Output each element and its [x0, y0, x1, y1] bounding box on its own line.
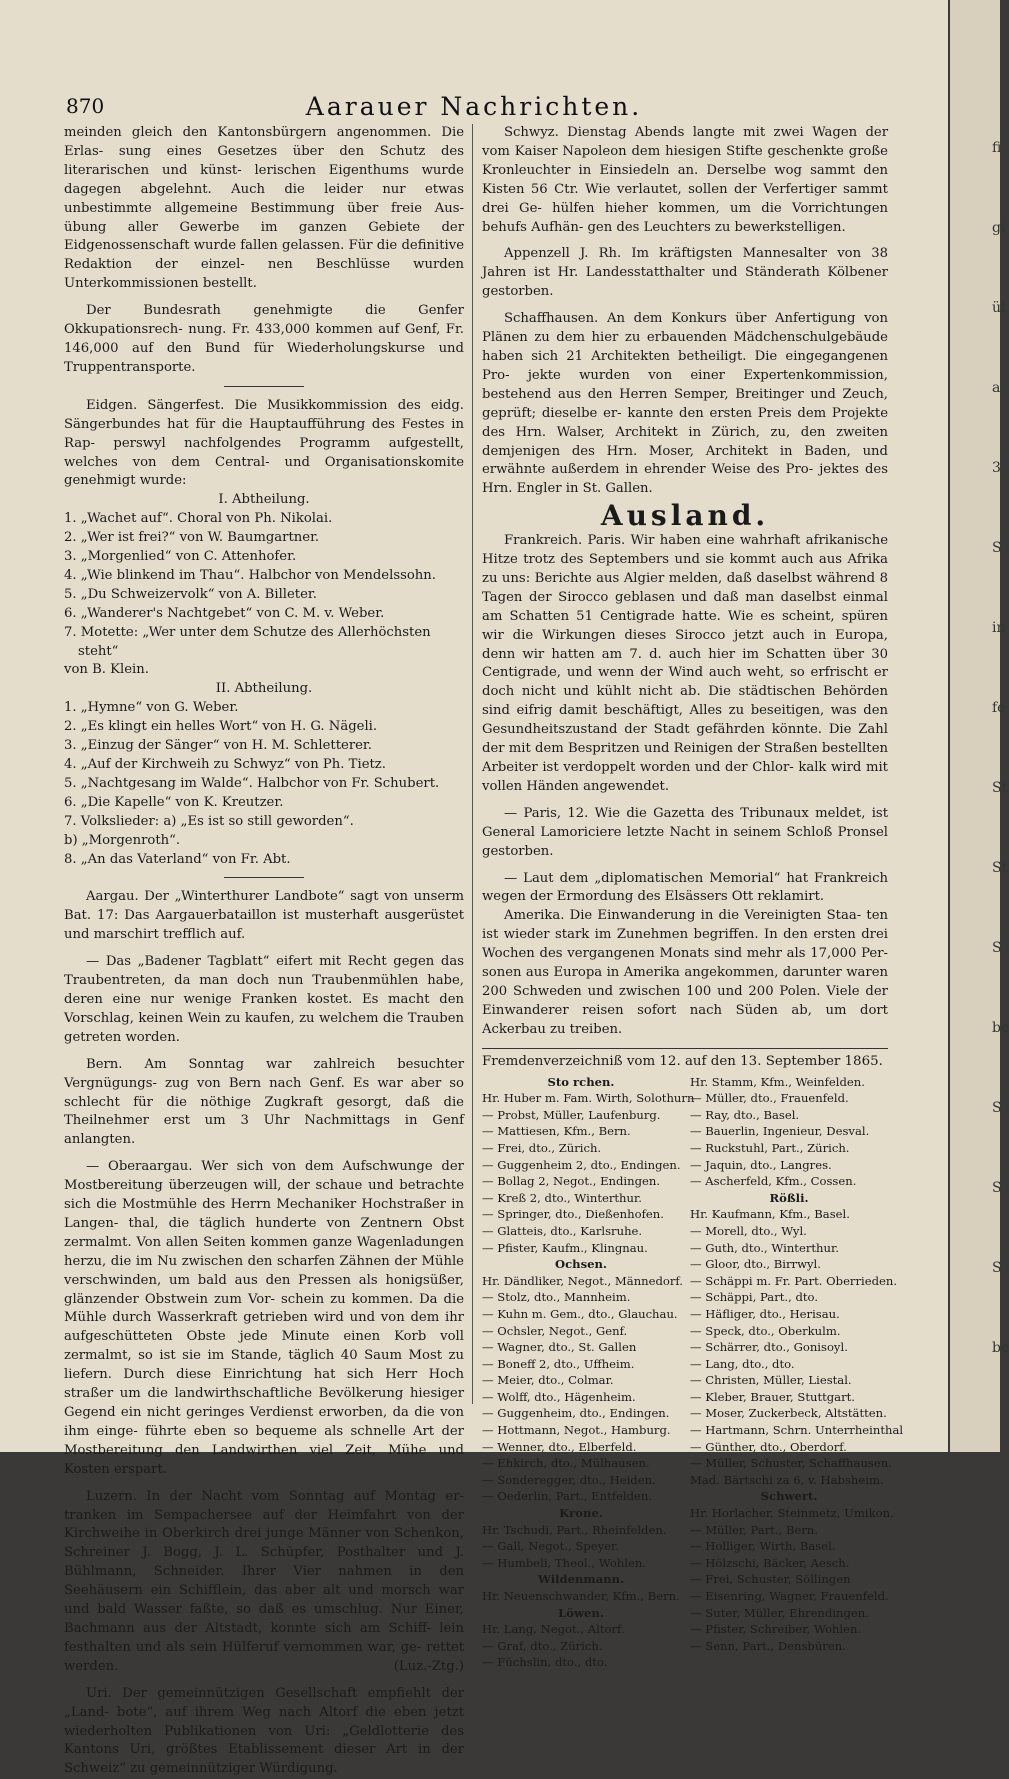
guest-entry: Hr. Huber m. Fam. Wirth, Solothurn — [482, 1091, 695, 1106]
hotel-heading: Löwen. — [558, 1605, 604, 1620]
guest-entry: — Guggenheim, dto., Endingen. — [482, 1406, 670, 1421]
spacer — [64, 945, 464, 953]
guest-entry: — Guggenheim 2, dto., Endingen. — [482, 1157, 681, 1172]
article-schaffhausen — [482, 310, 888, 499]
text-line: gen des Leuchters zu bewerkstelligen. — [587, 219, 846, 235]
guest-entry: Hr. Lang, Negot., Altorf. — [482, 1622, 625, 1637]
text-line: Frankreich. Paris. Wir haben eine wahrhaft afrikanische — [504, 533, 888, 549]
guest-entry: — Moser, Zuckerbeck, Altstätten. — [690, 1406, 887, 1421]
text-line: — Oberaargau. Wer sich von dem Aufschwunge der — [86, 1159, 464, 1175]
program-item: 2. „Es klingt ein helles Wort“ von H. G. Nägeli. — [64, 719, 378, 735]
cut-off-text: gi — [992, 220, 1006, 236]
text-line: Herren Semper, Breitinger und Zeuch, geprüft; dieselbe er- — [482, 386, 889, 421]
text-line: aus den Pressen als honigsüßer, glänzender Obstwein zum Vor- — [64, 1272, 464, 1307]
text-line: Luzern. In der Nacht vom Sonntag auf Montag er- — [86, 1488, 464, 1504]
guest-entry: — Eisenring, Wagner, Frauenfeld. — [690, 1589, 889, 1603]
guest-entry: — Bauerlin, Ingenieur, Desval. — [690, 1124, 870, 1139]
hotel-heading: Sto rchen. — [547, 1074, 615, 1089]
spacer — [482, 862, 888, 870]
text-line: perswyl nachfolgendes Programm aufgestellt, welches von dem — [64, 435, 464, 470]
guest-entry: — Graf, dto., Zürich. — [482, 1638, 603, 1653]
text-line: Wein zu kaufen, zu welchem die Trauben getreten worden. — [64, 1010, 464, 1045]
cut-off-text: S — [992, 1180, 1002, 1196]
text-line: übung aller Gewerbe im ganzen Gebiete der Eidgenossenschaft — [64, 219, 464, 254]
guest-entry: — Schäppi, Part., dto. — [690, 1290, 819, 1305]
article-bundesversammlung — [64, 124, 464, 294]
text-line: sonen aus Europa in Amerika angekommen, darunter waren — [482, 965, 888, 981]
text-line: Publikationen von Uri: „Geldlotterie des Kantons Uri, größtes — [64, 1723, 464, 1758]
program-item: 6. „Die Kapelle“ von K. Kreutzer. — [64, 794, 284, 810]
guest-entry: — Wagner, dto., St. Gallen — [482, 1340, 637, 1355]
text-line: Landwirthen viel Zeit, Mühe und Kosten erspart. — [64, 1442, 465, 1477]
separator-rule — [224, 877, 304, 878]
cut-off-text: S — [992, 940, 1002, 956]
text-line: ist General Lamoriciere letzte Nacht in seinem Schloß Pronsel — [482, 805, 888, 840]
text-line: in Zürich, zu, den zweiten demjenigen des Hrn. Moser, Architekt — [482, 424, 888, 459]
text-line: lerischen Eigenthums wurde dagegen abgelehnt. Auch die leider — [64, 162, 464, 197]
guest-entry: — Häfliger, dto., Herisau. — [690, 1306, 840, 1321]
text-line: jekte wurden von einer Expertenkommission, bestehend aus den — [482, 367, 888, 402]
text-line: Die städtischen Behörden sind eifrig damit beschäftigt, Alles zu — [482, 684, 888, 719]
guest-entry: — Ruckstuhl, Part., Zürich. — [690, 1140, 850, 1155]
text-line: hülfen hieher kommen, um die Vorrichtungen behufs Aufhän- — [482, 200, 888, 235]
text-line: Korb voll zermalmt, so ist sie im Stande, täglich 40 Saum — [64, 1329, 464, 1364]
guest-entry: — Christen, Müller, Liestal. — [690, 1373, 852, 1388]
program-heading-1: I. Abtheilung. — [218, 492, 310, 508]
text-line: meinden gleich den Kantonsbürgern angenommen. Die Erlas- — [64, 125, 464, 159]
guest-entry: — Boneff 2, dto., Uffheim. — [482, 1356, 635, 1371]
text-line: wegen der Ermordung des Elsässers Ott reklamirt. — [482, 889, 825, 905]
text-line: Berichte aus Algier melden, daß daselbst während 8 Tagen der — [482, 570, 888, 605]
guest-entry: — Pfister, Kaufm., Klingnau. — [482, 1240, 648, 1255]
article-bern — [64, 1056, 464, 1151]
text-line: die Mostmühle des Herrn Mechaniker Hochstraßer in Langen- — [64, 1197, 464, 1231]
cut-off-text: fe — [992, 700, 1006, 716]
cut-off-text: S — [992, 1100, 1002, 1116]
text-line: marschirt trefflich auf. — [93, 927, 246, 943]
program-item: 3. „Morgenlied“ von C. Attenhofer. — [64, 549, 297, 565]
text-line: zu treiben. — [550, 1021, 623, 1037]
article-bundesrath — [64, 302, 464, 378]
cut-off-text: S — [992, 540, 1002, 556]
guest-entry: — Oederlin, Part., Entfelden. — [482, 1489, 653, 1504]
spacer — [64, 1150, 464, 1158]
guest-entry: — Guth, dto., Winterthur. — [690, 1240, 839, 1255]
article-luzern — [64, 1488, 464, 1677]
program-item: 7. Volkslieder: a) „Es ist so still geworden“. — [64, 813, 354, 829]
text-line: von Plänen zu dem hier zu erbauenden Mädchenschulgebäude — [482, 311, 888, 346]
text-line: nung. Fr. 433,000 kommen auf Genf, Fr. 146,000 auf den — [64, 322, 464, 356]
text-line: — Paris, 12. Wie die Gazetta des Tribunaux meldet, — [504, 805, 872, 821]
guest-entry: Hr. Dändliker, Negot., Männedorf. — [482, 1273, 683, 1288]
fremden-col-left — [482, 1074, 695, 1671]
text-line: Schaffhausen. An dem Konkurs über Anfertigung — [504, 311, 865, 327]
guest-entry: — Springer, dto., Dießenhofen. — [482, 1207, 664, 1222]
spacer — [482, 237, 888, 245]
fremdenverzeichnis — [482, 1074, 904, 1671]
text-line: schein zu kommen. Da die Mühle durch Wasserkraft getrieben — [64, 1291, 464, 1326]
guest-entry: — Probst, Müller, Laufenburg. — [482, 1107, 661, 1122]
cut-off-text: St — [992, 860, 1008, 876]
article-memorial — [482, 870, 888, 908]
program-item: 4. „Wie blinkend im Thau“. Halbchor von Mendelssohn. — [64, 567, 436, 583]
text-line: 200 Schweden und zwischen 100 und 200 Polen. Viele der — [482, 983, 888, 999]
text-line: Nur Einer, Bachmann aus der Altstadt, konnte sich am Schiff- — [64, 1602, 464, 1636]
text-line: Uri. Der gemeinnützigen Gesellschaft empfiehlt der „Land- — [64, 1685, 464, 1720]
text-line: ein nicht geringes Verdienst erworben, da die von ihm einge- — [64, 1405, 464, 1439]
text-line: in Baden, und erwähnte außerdem in ehrender Weise des Pro- — [482, 443, 888, 478]
guest-entry: Hr. Horlacher, Steinmetz, Umikon. — [690, 1506, 894, 1521]
fremden-col-right — [690, 1074, 904, 1671]
left-column — [64, 124, 464, 1779]
guest-entry: — Speck, dto., Oberkulm. — [690, 1323, 841, 1338]
text-line: Wind auch weht, so erfrischt er doch nicht und kühlt nicht ab. — [482, 665, 888, 700]
text-line: Sirocco geblasen und daß man daselbst einmal am Schatten 51 — [482, 589, 888, 624]
text-line: Straßen bestellten Arbeiter ist verdoppelt worden und der Chlor- — [482, 741, 888, 775]
text-line: Würdigung. — [259, 1761, 338, 1777]
program-item: 3. „Einzug der Sänger“ von H. M. Schletterer. — [64, 738, 372, 754]
text-line: 38 Jahren ist Hr. Landesstatthalter und Ständerath Kölbener — [482, 246, 888, 281]
text-line: Central- und Organisationskomite genehmigt wurde: — [64, 454, 464, 489]
text-line: lein festhalten und als sein Hülferuf vernommen war, ge- — [64, 1620, 464, 1655]
article-aargau — [64, 888, 464, 945]
text-line: auch hier im Schatten über 30 Centigrade, und wenn der — [482, 646, 889, 681]
text-line: Schwyz. Dienstag Abends langte mit zwei Wagen der — [504, 125, 888, 140]
guest-entry: — Bollag 2, Negot., Endingen. — [482, 1174, 661, 1189]
text-line: Bogg, J. L. Schüpfer, Posthalter und J. Bühlmann, Schneider. — [64, 1545, 464, 1580]
article-appenzell — [482, 245, 888, 302]
guest-entry: — Kreß 2, dto., Winterthur. — [482, 1190, 642, 1205]
program-item: 6. „Wanderer's Nachtgebet“ von C. M. v. Weber. — [64, 605, 385, 621]
column-divider — [472, 124, 473, 1404]
guest-entry: — Hölzschi, Bäcker, Aesch. — [690, 1555, 850, 1570]
cut-off-text: St — [992, 780, 1008, 796]
text-line: in Oberkirch drei junge Männer von Schenkon, Schreiner J. — [64, 1526, 464, 1561]
text-line: dieses Sirocco jetzt auch in Europa, denn wir hatten am 7. d. — [482, 627, 888, 662]
guest-entry: — Holliger, Wirth, Basel. — [690, 1539, 836, 1554]
text-line: führte eben so bequeme als schnelle Art der Mostbereitung den — [64, 1423, 464, 1458]
text-line: Wochen des vergangenen Monats sind mehr als 17,000 Per- — [482, 946, 888, 962]
program-item: 4. „Auf der Kirchweih zu Schwyz“ von Ph. Tietz. — [64, 757, 386, 772]
text-line: Aargau. Der „Winterthurer Landbote“ sagt von unserm — [86, 889, 464, 905]
text-line: Nachmittags in Genf anlangten. — [64, 1113, 464, 1148]
text-line: könnte. Die Zahl der mit dem Bespritzen und Reinigen der — [482, 722, 888, 757]
guest-entry: — Ehkirch, dto., Mülhausen. — [482, 1456, 650, 1471]
hotel-heading: Ochsen. — [555, 1257, 607, 1272]
article-saengerfest — [64, 397, 464, 492]
separator-rule — [482, 1048, 888, 1049]
text-line: eine nur wenige Franken kostet. Es macht den Vorschlag, keinen — [64, 991, 464, 1026]
guest-entry: — Günther, dto., Oberdorf. — [690, 1439, 847, 1454]
spacer — [482, 797, 888, 805]
text-line: vom Kaiser Napoleon dem hiesigen Stifte geschenkte große — [482, 143, 888, 159]
guest-entry: — Lang, dto., dto. — [690, 1356, 795, 1371]
article-uri — [64, 1685, 464, 1779]
page-number: 870 — [66, 94, 105, 118]
guest-entry: Hr. Kaufmann, Kfm., Basel. — [690, 1207, 850, 1222]
text-line: Einwanderer reisen sofort nach Süden ab, um dort Ackerbau — [482, 1002, 888, 1037]
text-line: Mostbereitung überzeugen will, der schaue und betrachte sich — [64, 1178, 464, 1213]
guest-entry: — Ochsler, Negot., Genf. — [482, 1323, 628, 1338]
text-line: zug von Bern nach Genf. Es war aber so schlecht für die — [64, 1075, 464, 1110]
cut-off-text: be — [992, 1020, 1009, 1036]
spacer — [64, 294, 464, 302]
guest-entry: — Müller, Part., Bern. — [690, 1522, 819, 1537]
text-line: — Das „Badener Tagblatt“ eifert mit Recht gegen das — [86, 954, 464, 970]
guest-entry: — Sonderegger, dto., Heiden. — [482, 1472, 656, 1487]
guest-entry: Hr. Stamm, Kfm., Weinfelden. — [690, 1074, 865, 1089]
hotel-heading: Wildenmann. — [537, 1572, 625, 1587]
text-line: nen Beschlüsse wurden Unterkommissionen bestellt. — [64, 257, 464, 292]
program-item: 2. „Wer ist frei?“ von W. Baumgartner. — [64, 530, 320, 546]
separator-rule — [224, 386, 304, 387]
spacer — [64, 1480, 464, 1488]
text-line: Der Bundesrath genehmigte die Genfer Okkupationsrech- — [64, 303, 464, 338]
program-item: von B. Klein. — [64, 662, 149, 678]
guest-entry: — Schäppi m. Fr. Part. Oberrieden. — [690, 1273, 898, 1288]
guest-entry: — Pfister, Schreiber, Wohlen. — [690, 1622, 862, 1637]
cut-off-text: be — [992, 1340, 1009, 1356]
guest-entry: — Frei, dto., Zürich. — [482, 1140, 602, 1155]
text-line: Appenzell J. Rh. Im kräftigsten Mannesalter von — [504, 246, 872, 262]
guest-entry: — Senn, Part., Densbüren. — [690, 1638, 846, 1653]
cut-off-text: in — [992, 620, 1006, 636]
text-line: Eidgen. Sängerfest. Die Musikkommission des eidg. — [86, 397, 464, 413]
text-line: Bern. Am Sonntag war zahlreich besuchter Vergnügungs- — [64, 1056, 464, 1091]
text-line: rettet werden. — [64, 1639, 464, 1674]
spacer — [64, 1048, 464, 1056]
text-line: kannte den ersten Preis dem Projekte des Hrn. Walser, Architekt — [482, 405, 888, 440]
masthead: Aarauer Nachrichten. — [305, 92, 643, 121]
program-heading-2: II. Abtheilung. — [215, 681, 313, 697]
hotel-heading: Krone. — [559, 1506, 603, 1521]
cut-off-text: a — [992, 380, 1001, 396]
hotel-heading: Schwert. — [760, 1489, 818, 1504]
text-line: bote“, auf ihrem Weg nach Altorf die eben jetzt wiederholten — [64, 1704, 464, 1739]
guest-entry: — Gall, Negot., Speyer. — [482, 1539, 619, 1554]
section-heading-ausland: Ausland. — [600, 499, 770, 533]
article-source: (Luz.-Ztg.) — [393, 1658, 464, 1674]
text-line: Sängerbundes hat für die Hauptaufführung des Festes in Rap- — [64, 416, 464, 451]
hotel-heading: Rößli. — [769, 1190, 809, 1205]
text-line: wurde fallen gelassen. Für die definitive Redaktion der einzel- — [64, 238, 464, 273]
text-line: wird und von dem ihr aufgeschütteten Obste jede Minute einen — [64, 1310, 464, 1345]
text-line: alt und morsch war und bald Wasser faßte, so daß es umschlug. — [64, 1583, 465, 1618]
cut-off-text: ül — [992, 300, 1006, 316]
cut-off-text: fi — [992, 140, 1002, 156]
guest-entry: — Wenner, dto., Elberfeld. — [482, 1439, 637, 1454]
program-item: 8. „An das Vaterland“ von Fr. Abt. — [64, 851, 291, 867]
text-line: nur etwas unbestimmte allgemeine Bestimmung über freie Aus- — [64, 181, 464, 216]
text-line: jektes des Hrn. Engler in St. Gallen. — [482, 462, 888, 497]
guest-entry: — Morell, dto., Wyl. — [690, 1223, 807, 1238]
program-item: 5. „Nachtgesang im Walde“. Halbchor von Fr. Schubert. — [64, 775, 440, 791]
cut-off-text: 3 — [992, 460, 1001, 476]
spacer — [64, 1677, 464, 1685]
text-line: Bat. 17: Das Aargauerbataillon ist musterhaft ausgerüstet und — [64, 908, 464, 943]
right-column — [482, 124, 904, 1671]
text-line: Bund für Wiederholungskurse und Truppentransporte. — [64, 340, 464, 375]
guest-entry: Hr. Tschudi, Part., Rheinfelden. — [482, 1522, 667, 1537]
article-frankreich — [482, 532, 888, 797]
text-line: haben sich 21 Architekten betheiligt. Die eingegangenen Pro- — [482, 348, 888, 383]
guest-entry: — Kuhn m. Gem., dto., Glauchau. — [482, 1306, 678, 1321]
guest-entry: — Gloor, dto., Birrwyl. — [690, 1257, 821, 1272]
text-line: kalk wird mit vollen Händen angewendet. — [482, 760, 888, 794]
program-item: 1. „Wachet auf“. Choral von Ph. Nikolai. — [64, 511, 333, 527]
text-line: gestorben. — [482, 284, 554, 300]
guest-entry: — Müller, dto., Frauenfeld. — [690, 1091, 849, 1106]
program-item: 7. Motette: „Wer unter dem Schutze des Allerhöchsten steht“ — [64, 624, 431, 659]
text-line: thal, die täglich hunderte von Zentnern Obst zermalmt. Von — [64, 1215, 464, 1250]
article-badener — [64, 953, 464, 1048]
text-line: Centigrade hatte. Wie es scheint, spüren wir die Wirkungen — [482, 608, 888, 643]
program-list-1 — [64, 510, 464, 680]
guest-entry: — Stolz, dto., Mannheim. — [482, 1290, 631, 1305]
text-line: Traubentreten, da man doch nun Traubenmühlen habe, deren — [64, 973, 464, 1007]
text-line: ten ist wieder stark im Zunehmen begriffen. In den ersten drei — [482, 908, 888, 943]
article-paris — [482, 805, 888, 862]
guest-entry: — Humbeli, Theol., Wohlen. — [482, 1555, 647, 1570]
guest-entry: Mad. Bärtschi za 6, v. Habsheim. — [690, 1472, 884, 1487]
guest-entry: — Ascherfeld, Kfm., Cossen. — [690, 1174, 857, 1189]
fremdenverzeichnis-title: Fremdenverzeichniß vom 12. auf den 13. September 1865. — [482, 1053, 883, 1069]
program-item: b) „Morgenroth“. — [64, 832, 181, 848]
text-line: tranken im Sempachersee auf der Heimfahrt von der Kirchweihe — [64, 1507, 464, 1542]
guest-entry: — Hartmann, Schrn. Unterrheinthal — [690, 1423, 904, 1438]
text-line: Kronleuchter in Einsiedeln an. Derselbe wog sammt den Kisten — [482, 162, 888, 197]
text-line: sung eines Gesetzes über den Schutz des literarischen und künst- — [64, 143, 464, 178]
text-line: zwischen den scharfen Zähnen der Mühle verschwinden, um bald — [64, 1253, 464, 1288]
guest-entry: — Suter, Müller, Ehrendingen. — [690, 1605, 869, 1620]
article-oberaargau — [64, 1158, 464, 1479]
text-line: Ihrer Vier nahmen in den Seehäusern ein Schifflein, das aber — [64, 1564, 464, 1599]
guest-entry: — Jaquin, dto., Langres. — [690, 1157, 832, 1172]
article-schwyz — [482, 124, 888, 237]
text-line: allen Seiten kommen ganze Wagenladungen herzu, die im Nu — [64, 1234, 464, 1269]
guest-entry: — Müller, Schuster, Schaffhausen. — [690, 1456, 892, 1471]
guest-entry: — Schärrer, dto., Gonisoyl. — [690, 1340, 848, 1355]
cut-off-text: S — [992, 1260, 1002, 1276]
text-line: nöthige Zugkraft gesorgt, daß die Theilnehmer erst um 3 Uhr — [64, 1094, 464, 1129]
spacer — [482, 302, 888, 310]
guest-entry: — Wolff, dto., Hägenheim. — [482, 1389, 636, 1404]
program-item: 1. „Hymne“ von G. Weber. — [64, 700, 239, 716]
text-line: 56 Ctr. Wie verlautet, sollen der Verfertiger sammt drei Ge- — [482, 181, 888, 216]
program-item: 5. „Du Schweizervolk“ von A. Billeter. — [64, 586, 317, 602]
guest-entry: — Kleber, Brauer, Stuttgart. — [690, 1389, 855, 1404]
adjacent-page-edge — [950, 0, 1009, 1452]
guest-entry: — Glatteis, dto., Karlsruhe. — [482, 1223, 643, 1238]
guest-entry: — Füchslin, dto., dto. — [482, 1655, 608, 1670]
text-line: Hitze trotz des Septembers und sie kommt auch aus Afrika zu uns: — [482, 552, 888, 586]
text-line: gestorben. — [482, 843, 554, 859]
guest-entry: — Frei, Schuster, Söllingen — [690, 1572, 851, 1587]
text-line: straßer um die landwirthschaftliche Bevölkerung hiesiger Gegend — [64, 1386, 464, 1420]
guest-entry: — Hottmann, Negot., Hamburg. — [482, 1423, 671, 1438]
text-line: — Laut dem „diplomatischen Memorial“ hat Frankreich — [504, 870, 888, 886]
text-line: Most zu liefern. Durch diese Einrichtung hat sich Herr Hoch — [64, 1348, 464, 1383]
text-line: beseitigen, was den Gesundheitszustand der Stadt gefährden — [482, 703, 888, 738]
guest-entry: — Meier, dto., Colmar. — [482, 1373, 614, 1388]
guest-entry: — Mattiesen, Kfm., Bern. — [482, 1124, 631, 1139]
program-list-2 — [64, 699, 464, 869]
guest-entry: — Ray, dto., Basel. — [690, 1107, 800, 1122]
text-line: Etablissement dieser Art in der Schweiz“ zu gemeinnütziger — [64, 1742, 464, 1777]
text-line: Amerika. Die Einwanderung in die Vereinigten Staa- — [504, 908, 867, 924]
guest-entry: Hr. Neuenschwander, Kfm., Bern. — [482, 1589, 680, 1603]
article-amerika — [482, 907, 888, 1039]
